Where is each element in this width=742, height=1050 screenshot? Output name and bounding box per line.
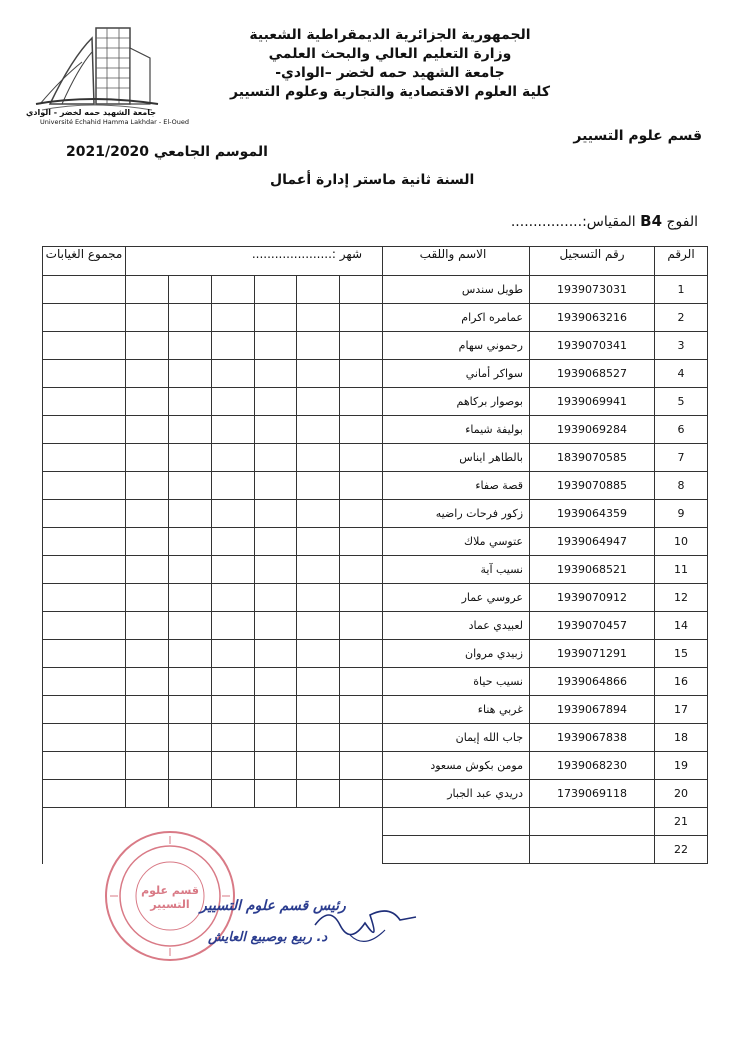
row-registration: 1939064359 (530, 500, 655, 528)
total-absences-cell (43, 500, 126, 528)
document-header (190, 26, 590, 102)
table-row (43, 556, 708, 584)
attendance-cell (168, 668, 211, 696)
stamp-text: قسم علوم التسيير (141, 884, 199, 911)
attendance-cell (211, 752, 254, 780)
subject-label: المقياس:................ (510, 214, 636, 230)
row-number: 6 (655, 416, 708, 444)
row-registration: 1939064947 (530, 528, 655, 556)
row-name: طويل سندس (383, 276, 530, 304)
attendance-cell (254, 696, 297, 724)
ministry-line: وزارة التعليم العالي والبحث العلمي (268, 46, 512, 62)
table-row (43, 640, 708, 668)
attendance-cell (297, 416, 340, 444)
signature-title: رئيس قسم علوم التسيير (200, 898, 346, 914)
attendance-cell (211, 640, 254, 668)
attendance-cell (168, 556, 211, 584)
row-number: 2 (655, 304, 708, 332)
row-number: 10 (655, 528, 708, 556)
table-row (43, 528, 708, 556)
attendance-cell (340, 640, 383, 668)
row-number: 4 (655, 360, 708, 388)
attendance-cell (340, 556, 383, 584)
total-absences-cell (43, 444, 126, 472)
row-number: 22 (655, 836, 708, 864)
attendance-cell (297, 304, 340, 332)
total-absences-cell (43, 584, 126, 612)
attendance-cell (126, 444, 169, 472)
attendance-cell (254, 724, 297, 752)
row-name: عروسي عمار (383, 584, 530, 612)
signature-name: د. ربيع بوصبيع العايش (208, 930, 328, 945)
attendance-cell (254, 500, 297, 528)
total-absences-cell (43, 724, 126, 752)
attendance-cell (211, 332, 254, 360)
total-absences-cell (43, 556, 126, 584)
header-month: شهر :..................... (126, 247, 383, 276)
total-absences-cell (43, 780, 126, 808)
attendance-cell (254, 640, 297, 668)
logo-caption-fr: Université Echahid Hamma Lakhdar - El-Oued (40, 118, 190, 126)
attendance-cell (297, 556, 340, 584)
attendance-cell (340, 724, 383, 752)
attendance-cell (211, 304, 254, 332)
attendance-cell (254, 528, 297, 556)
row-name (383, 836, 530, 864)
attendance-cell (211, 388, 254, 416)
attendance-cell (126, 780, 169, 808)
attendance-cell (340, 612, 383, 640)
attendance-cell (126, 752, 169, 780)
attendance-cell (297, 752, 340, 780)
group-subject-line (511, 212, 698, 230)
row-number: 21 (655, 808, 708, 836)
row-registration: 1939070341 (530, 332, 655, 360)
group-label: الفوج (666, 214, 698, 230)
attendance-cell (340, 444, 383, 472)
row-number: 15 (655, 640, 708, 668)
attendance-cell (340, 360, 383, 388)
attendance-cell (168, 696, 211, 724)
attendance-cell (340, 304, 383, 332)
row-registration: 1939070885 (530, 472, 655, 500)
row-number: 3 (655, 332, 708, 360)
row-registration: 1939070912 (530, 584, 655, 612)
attendance-cell (297, 584, 340, 612)
attendance-cell (126, 360, 169, 388)
attendance-cell (254, 388, 297, 416)
table-header-row (43, 247, 708, 276)
header-name: الاسم واللقب (383, 247, 530, 276)
attendance-cell (340, 472, 383, 500)
attendance-cell (168, 360, 211, 388)
attendance-cell (126, 724, 169, 752)
row-registration: 1939073031 (530, 276, 655, 304)
attendance-cell (211, 276, 254, 304)
total-absences-cell (43, 472, 126, 500)
attendance-cell (254, 472, 297, 500)
row-registration: 1739069118 (530, 780, 655, 808)
attendance-cell (254, 332, 297, 360)
attendance-cell (168, 584, 211, 612)
row-number: 12 (655, 584, 708, 612)
attendance-cell (297, 668, 340, 696)
attendance-table (42, 246, 708, 864)
row-name: عمامره اكرام (383, 304, 530, 332)
attendance-cell (297, 612, 340, 640)
table-row (43, 780, 708, 808)
row-registration: 1939069941 (530, 388, 655, 416)
row-registration: 1939068527 (530, 360, 655, 388)
total-absences-cell (43, 528, 126, 556)
university-line: جامعة الشهيد حمه لخضر –الوادي- (275, 65, 505, 81)
total-absences-cell (43, 304, 126, 332)
attendance-cell (211, 500, 254, 528)
attendance-cell (340, 808, 383, 836)
header-registration: رقم التسجيل (530, 247, 655, 276)
attendance-cell (254, 416, 297, 444)
attendance-cell (211, 668, 254, 696)
attendance-cell (126, 388, 169, 416)
row-number: 11 (655, 556, 708, 584)
attendance-cell (297, 780, 340, 808)
row-name: نسيب آية (383, 556, 530, 584)
attendance-cell (211, 416, 254, 444)
row-number: 20 (655, 780, 708, 808)
attendance-cell (340, 276, 383, 304)
attendance-cell (254, 752, 297, 780)
total-absences-cell (43, 388, 126, 416)
attendance-cell (340, 416, 383, 444)
attendance-cell (168, 780, 211, 808)
table-row (43, 500, 708, 528)
row-name: بوصوار بركاهم (383, 388, 530, 416)
attendance-cell (254, 780, 297, 808)
attendance-cell (254, 836, 297, 864)
table-row (43, 388, 708, 416)
attendance-cell (297, 388, 340, 416)
attendance-cell (211, 556, 254, 584)
total-absences-cell (43, 696, 126, 724)
attendance-cell (340, 332, 383, 360)
logo-caption-ar: جامعة الشهيد حمه لخضر - الوادي (26, 108, 156, 117)
attendance-cell (340, 528, 383, 556)
attendance-cell (297, 808, 340, 836)
table-row (43, 304, 708, 332)
total-absences-cell (43, 360, 126, 388)
row-number: 17 (655, 696, 708, 724)
row-number: 5 (655, 388, 708, 416)
attendance-cell (297, 444, 340, 472)
attendance-cell (340, 584, 383, 612)
row-registration: 1939063216 (530, 304, 655, 332)
row-name: زبيدي مروان (383, 640, 530, 668)
row-name: جاب الله إيمان (383, 724, 530, 752)
row-number: 9 (655, 500, 708, 528)
attendance-cell (211, 780, 254, 808)
handwritten-signature-icon (310, 895, 420, 955)
attendance-cell (211, 612, 254, 640)
table-row (43, 668, 708, 696)
row-registration: 1939069284 (530, 416, 655, 444)
faculty-line: كلية العلوم الاقتصادية والتجارية وعلوم التسيير (229, 84, 551, 100)
row-number: 8 (655, 472, 708, 500)
attendance-cell (297, 836, 340, 864)
row-registration: 1939067838 (530, 724, 655, 752)
row-name: غربي هناء (383, 696, 530, 724)
attendance-cell (168, 276, 211, 304)
table-row (43, 612, 708, 640)
department-label: قسم علوم التسيير (573, 128, 702, 144)
program-label: السنة ثانية ماستر إدارة أعمال (270, 172, 475, 188)
row-name: لعبيدي عماد (383, 612, 530, 640)
attendance-cell (297, 528, 340, 556)
attendance-cell (340, 388, 383, 416)
header-total-absences: مجموع الغيابات (43, 247, 126, 276)
attendance-cell (297, 276, 340, 304)
row-number: 18 (655, 724, 708, 752)
attendance-cell (126, 276, 169, 304)
attendance-cell (254, 668, 297, 696)
attendance-cell (340, 836, 383, 864)
table-row (43, 724, 708, 752)
attendance-cell (254, 584, 297, 612)
row-registration (530, 836, 655, 864)
attendance-cell (254, 304, 297, 332)
row-registration: 1939068230 (530, 752, 655, 780)
attendance-cell (297, 640, 340, 668)
row-registration: 1939071291 (530, 640, 655, 668)
republic-line: الجمهورية الجزائرية الديمقراطية الشعبية (249, 27, 531, 43)
attendance-cell (126, 556, 169, 584)
attendance-cell (254, 808, 297, 836)
row-number: 16 (655, 668, 708, 696)
row-name: مومن بكوش مسعود (383, 752, 530, 780)
row-registration: 1839070585 (530, 444, 655, 472)
attendance-cell (168, 304, 211, 332)
row-name: دريدي عبد الجبار (383, 780, 530, 808)
row-number: 19 (655, 752, 708, 780)
row-registration: 1939064866 (530, 668, 655, 696)
row-registration (530, 808, 655, 836)
attendance-cell (211, 724, 254, 752)
attendance-cell (211, 444, 254, 472)
table-row (43, 752, 708, 780)
row-registration: 1939068521 (530, 556, 655, 584)
row-name: سواكر أماني (383, 360, 530, 388)
table-row (43, 276, 708, 304)
attendance-cell (254, 556, 297, 584)
attendance-cell (126, 696, 169, 724)
total-absences-cell (43, 752, 126, 780)
row-name (383, 808, 530, 836)
attendance-cell (168, 472, 211, 500)
attendance-cell (126, 528, 169, 556)
attendance-cell (126, 612, 169, 640)
attendance-cell (211, 584, 254, 612)
attendance-cell (126, 332, 169, 360)
attendance-cell (168, 640, 211, 668)
attendance-cell (340, 780, 383, 808)
attendance-cell (126, 668, 169, 696)
attendance-cell (297, 360, 340, 388)
header-num: الرقم (655, 247, 708, 276)
row-number: 1 (655, 276, 708, 304)
total-absences-cell (43, 416, 126, 444)
attendance-cell (168, 752, 211, 780)
row-name: قصة صفاء (383, 472, 530, 500)
table-row (43, 696, 708, 724)
attendance-cell (340, 500, 383, 528)
row-number: 14 (655, 612, 708, 640)
attendance-cell (297, 500, 340, 528)
total-absences-cell (43, 640, 126, 668)
attendance-cell (211, 696, 254, 724)
attendance-cell (211, 472, 254, 500)
row-name: بوليفة شيماء (383, 416, 530, 444)
group-value: B4 (640, 212, 663, 230)
attendance-cell (168, 528, 211, 556)
attendance-cell (211, 360, 254, 388)
attendance-cell (126, 416, 169, 444)
attendance-cell (168, 416, 211, 444)
total-absences-cell (43, 332, 126, 360)
table-row (43, 332, 708, 360)
row-name: نسيب حياة (383, 668, 530, 696)
row-name: بالطاهر ايناس (383, 444, 530, 472)
attendance-cell (168, 500, 211, 528)
attendance-cell (168, 724, 211, 752)
attendance-cell (340, 752, 383, 780)
attendance-cell (211, 528, 254, 556)
attendance-cell (254, 444, 297, 472)
attendance-cell (340, 696, 383, 724)
total-absences-cell (43, 612, 126, 640)
total-absences-cell (43, 668, 126, 696)
attendance-cell (126, 304, 169, 332)
row-number: 7 (655, 444, 708, 472)
attendance-cell (297, 724, 340, 752)
row-registration: 1939067894 (530, 696, 655, 724)
attendance-cell (126, 584, 169, 612)
total-absences-cell (43, 276, 126, 304)
attendance-cell (254, 360, 297, 388)
table-row (43, 472, 708, 500)
attendance-cell (254, 276, 297, 304)
row-name: زكور فرحات راضيه (383, 500, 530, 528)
attendance-cell (254, 612, 297, 640)
row-registration: 1939070457 (530, 612, 655, 640)
attendance-cell (126, 640, 169, 668)
attendance-cell (297, 472, 340, 500)
attendance-cell (340, 668, 383, 696)
attendance-cell (126, 472, 169, 500)
row-name: عتوسي ملاك (383, 528, 530, 556)
attendance-cell (168, 388, 211, 416)
table-row (43, 444, 708, 472)
table-row (43, 360, 708, 388)
attendance-cell (168, 444, 211, 472)
season-label: الموسم الجامعي 2021/2020 (66, 144, 268, 160)
attendance-cell (297, 696, 340, 724)
attendance-cell (297, 332, 340, 360)
attendance-cell (126, 500, 169, 528)
attendance-cell (168, 332, 211, 360)
table-row (43, 584, 708, 612)
row-name: رحموني سهام (383, 332, 530, 360)
table-row (43, 416, 708, 444)
attendance-cell (168, 612, 211, 640)
